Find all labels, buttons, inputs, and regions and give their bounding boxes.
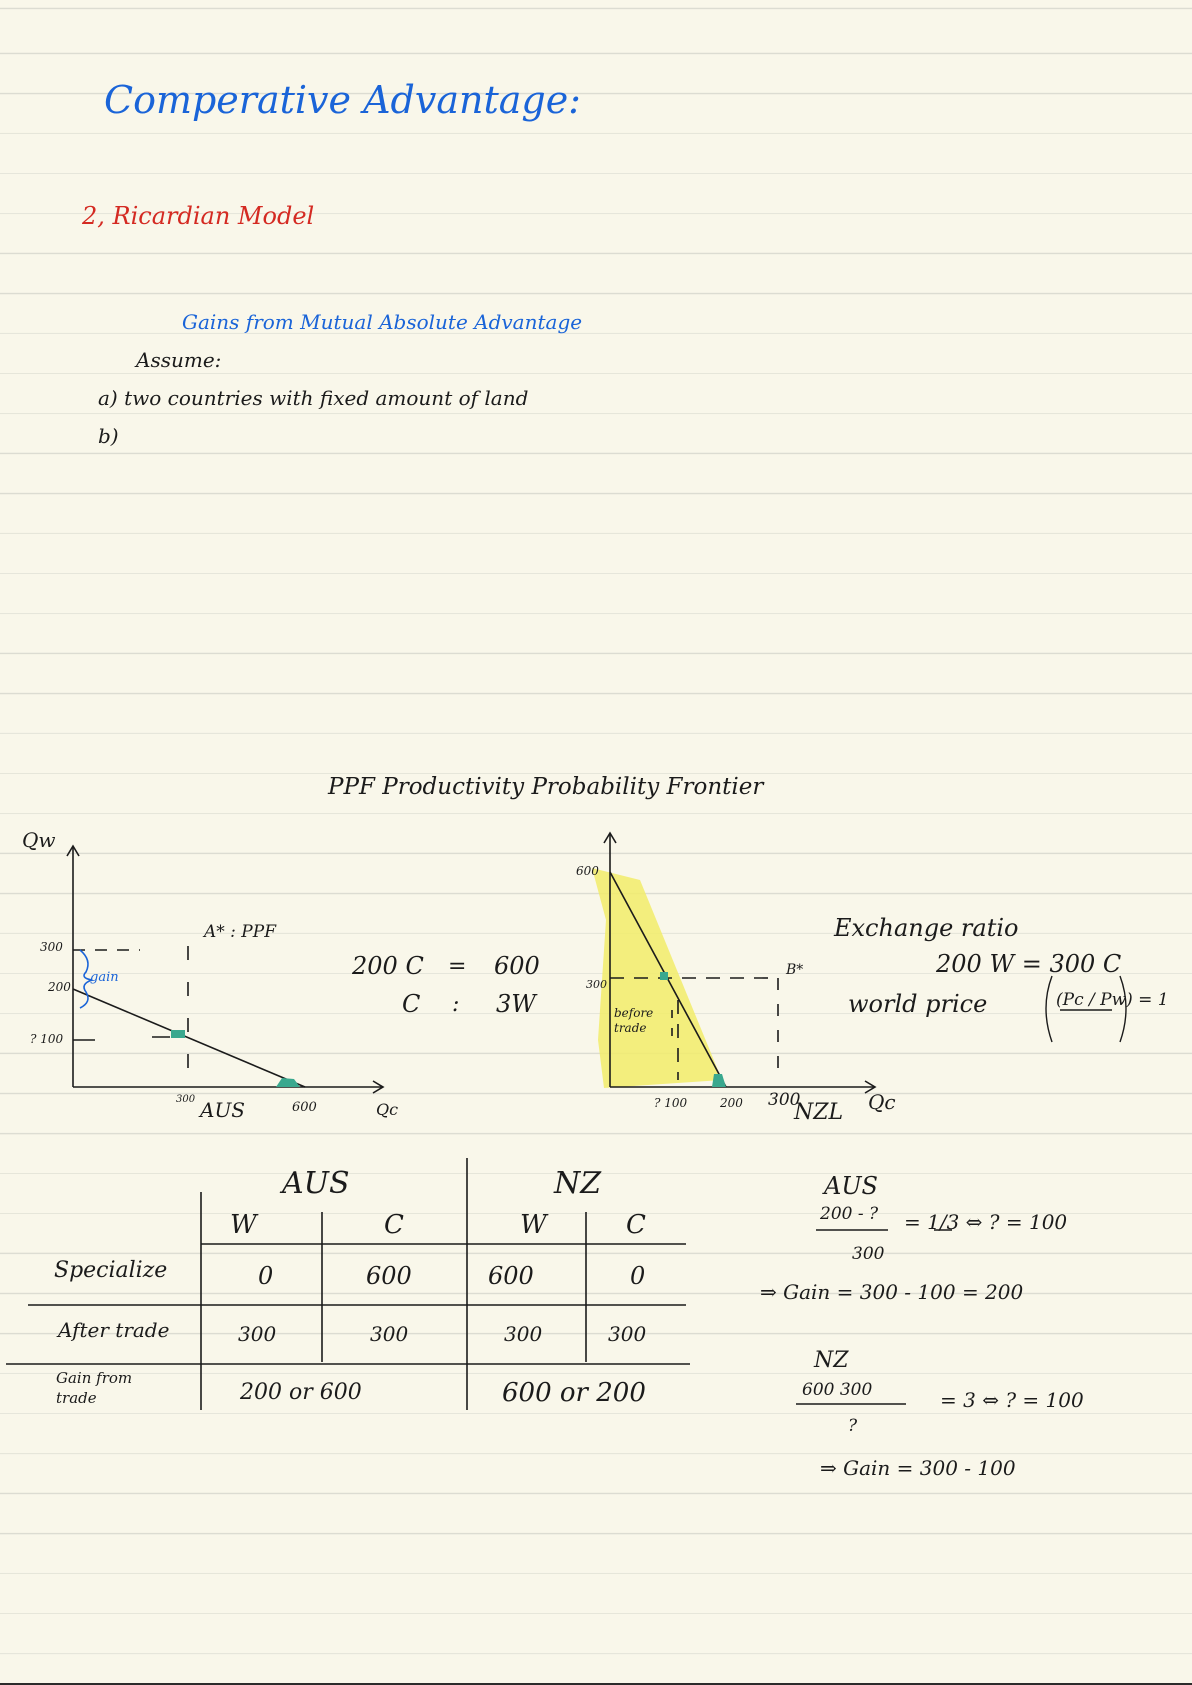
aus-y-tick-200: 200 bbox=[48, 980, 71, 994]
table-cell-spec-aus-c: 600 bbox=[366, 1262, 412, 1290]
table-col-aus-c: C bbox=[384, 1210, 404, 1240]
calc-aus-gain: ⇒ Gain = 300 - 100 = 200 bbox=[760, 1280, 1024, 1304]
table-cell-spec-nz-c: 0 bbox=[630, 1262, 646, 1290]
aus-corner-marker bbox=[276, 1078, 300, 1087]
nzl-corner-marker bbox=[712, 1074, 726, 1087]
table-col-nz-c: C bbox=[626, 1210, 646, 1240]
nzl-before-trade-label: before trade bbox=[614, 1006, 654, 1035]
page-title: Comperative Advantage: bbox=[104, 78, 581, 122]
calc-nz-num: 600 300 bbox=[802, 1380, 873, 1400]
eq-line2-left: C bbox=[402, 990, 421, 1018]
assume-item-b: b) bbox=[98, 424, 119, 448]
eq-line1-left: 200 C bbox=[352, 952, 424, 980]
table-cell-after-nz-w: 300 bbox=[504, 1322, 543, 1346]
exchange-label: Exchange ratio bbox=[834, 914, 1019, 942]
calc-aus-num: 200 - ? bbox=[820, 1204, 879, 1224]
calc-nz-rhs: = 3 ⇔ ? = 100 bbox=[940, 1388, 1084, 1412]
nzl-x-tick-100: ? 100 bbox=[654, 1096, 688, 1110]
table-cell-spec-nz-w: 600 bbox=[488, 1262, 534, 1290]
aus-ppf-line bbox=[73, 989, 305, 1087]
calc-nz-gain: ⇒ Gain = 300 - 100 bbox=[820, 1456, 1016, 1480]
aus-x-axis-label: Qc bbox=[376, 1100, 399, 1119]
table-col-aus-w: W bbox=[230, 1210, 257, 1240]
aus-y-axis-label: Qw bbox=[22, 828, 56, 852]
aus-x-tick-300: 300 bbox=[176, 1094, 196, 1105]
eq-line1-eq: = bbox=[448, 954, 467, 979]
nzl-x-tick-200: 200 bbox=[720, 1096, 743, 1110]
table-cell-gain-nz: 600 or 200 bbox=[502, 1378, 646, 1408]
table-cell-after-aus-w: 300 bbox=[238, 1322, 277, 1346]
exchange-ratio: 200 W = 300 C bbox=[936, 950, 1122, 978]
eq-line1-right: 600 bbox=[494, 952, 540, 980]
subsection-heading: Gains from Mutual Absolute Advantage bbox=[182, 310, 583, 334]
aus-y-tick-100: ? 100 bbox=[30, 1032, 64, 1046]
ppf-heading: PPF Productivity Probability Frontier bbox=[328, 774, 764, 800]
table-cell-after-nz-c: 300 bbox=[608, 1322, 647, 1346]
assume-label: Assume: bbox=[136, 348, 222, 372]
nzl-country-label: NZL bbox=[794, 1100, 844, 1125]
table-cell-after-aus-c: 300 bbox=[370, 1322, 409, 1346]
table-row-label-specialize: Specialize bbox=[54, 1258, 168, 1283]
table-row-label-gain: Gain from trade bbox=[56, 1369, 133, 1407]
nzl-point-label: B* bbox=[786, 962, 804, 978]
nzl-x-tick-300: 300 bbox=[768, 1090, 801, 1110]
eq-line2-right: 3W bbox=[496, 990, 536, 1018]
calc-aus-den: 300 bbox=[852, 1244, 885, 1264]
aus-point-label: A* : PPF bbox=[204, 922, 276, 942]
section-heading: 2, Ricardian Model bbox=[82, 202, 315, 230]
table-cell-spec-aus-w: 0 bbox=[258, 1262, 274, 1290]
aus-point-marker bbox=[171, 1030, 185, 1038]
world-price-label: world price bbox=[848, 990, 988, 1018]
nzl-x-axis-label: Qc bbox=[868, 1090, 896, 1114]
world-price-expr: (Pc / Pw) = 1 bbox=[1056, 990, 1169, 1010]
calc-nz-label: NZ bbox=[814, 1348, 849, 1373]
nzl-y-tick-300: 300 bbox=[586, 978, 607, 991]
assume-item-a: a) two countries with fixed amount of land bbox=[98, 386, 529, 410]
table-row-label-after-trade: After trade bbox=[58, 1318, 170, 1342]
nzl-y-tick-600: 600 bbox=[576, 864, 599, 878]
aus-y-tick-300: 300 bbox=[40, 940, 63, 954]
calc-nz-den: ? bbox=[848, 1416, 858, 1436]
table-cell-gain-aus: 200 or 600 bbox=[240, 1380, 362, 1405]
calc-aus-label: AUS bbox=[824, 1172, 878, 1200]
calc-aus-rhs: = 1/3 ⇔ ? = 100 bbox=[904, 1210, 1068, 1234]
nzl-point-marker bbox=[660, 972, 668, 980]
table-country-aus: AUS bbox=[282, 1166, 350, 1201]
aus-gain-label: gain bbox=[90, 970, 119, 985]
table-col-nz-w: W bbox=[520, 1210, 547, 1240]
aus-country-label: AUS bbox=[200, 1098, 245, 1122]
table-country-nz: NZ bbox=[554, 1166, 602, 1201]
eq-line2-eq: : bbox=[452, 992, 460, 1017]
aus-x-tick-600: 600 bbox=[292, 1100, 317, 1115]
